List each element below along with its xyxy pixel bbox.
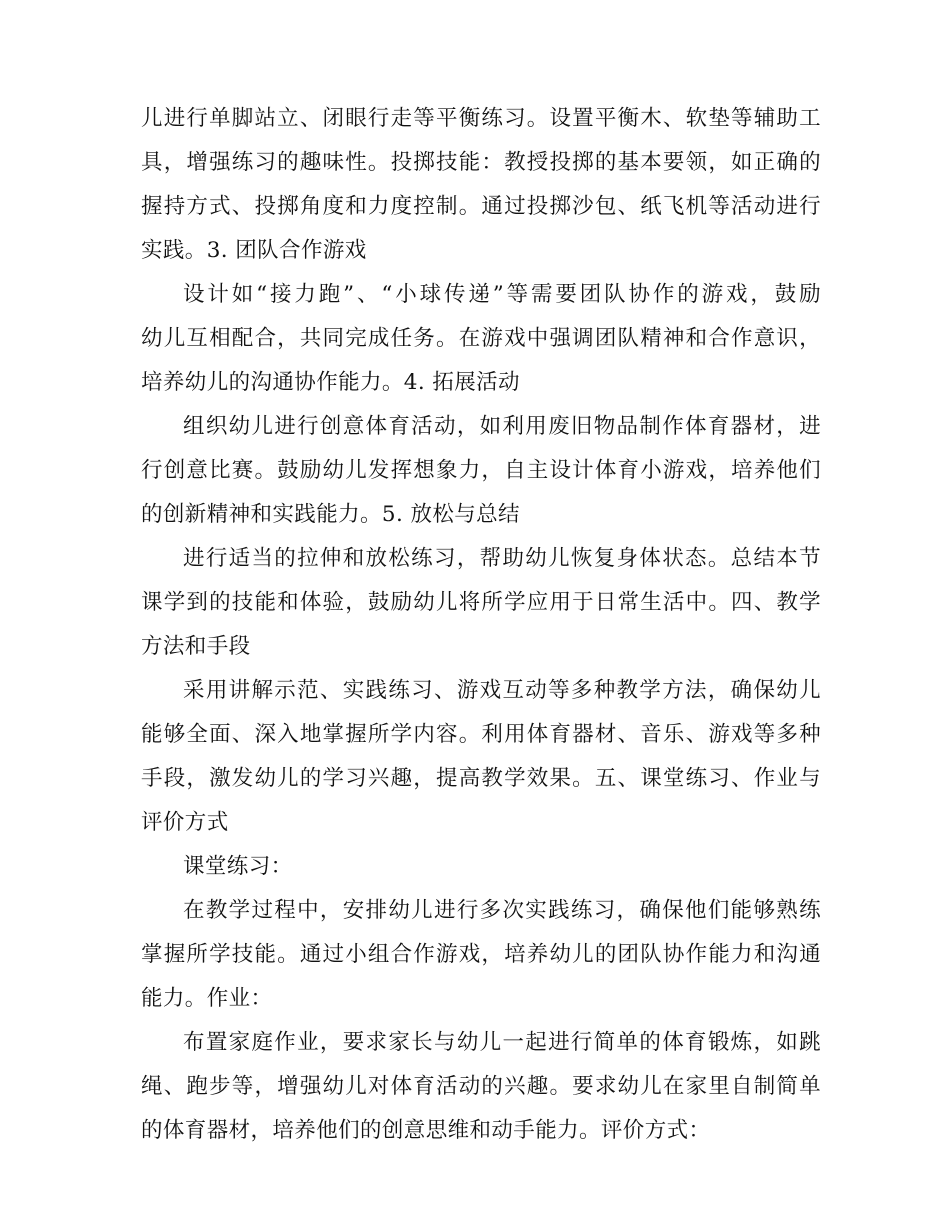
text-line: 实践。3. 团队合作游戏	[141, 238, 367, 263]
text-line: 培养幼儿的沟通协作能力。4. 拓展活动	[141, 370, 520, 395]
text-line: 的体育器材，培养他们的创意思维和动手能力。评价方式：	[141, 1118, 711, 1143]
text-line: 绳、跑步等，增强幼儿对体育活动的兴趣。要求幼儿在家里自制简单	[141, 1074, 821, 1099]
text-line: 在教学过程中，安排幼儿进行多次实践练习，确保他们能够熟练	[183, 898, 821, 923]
text-line: 进行适当的拉伸和放松练习，帮助幼儿恢复身体状态。总结本节	[183, 546, 821, 571]
text-line: 组织幼儿进行创意体育活动，如利用废旧物品制作体育器材，进	[183, 414, 821, 439]
text-line: 设计如“接力跑”、“小球传递”等需要团队协作的游戏，鼓励	[183, 282, 821, 307]
text-line: 行创意比赛。鼓励幼儿发挥想象力，自主设计体育小游戏，培养他们	[141, 458, 821, 483]
text-line: 手段，激发幼儿的学习兴趣，提高教学效果。五、课堂练习、作业与	[141, 766, 821, 791]
text-line: 幼儿互相配合，共同完成任务。在游戏中强调团队精神和合作意识，	[141, 326, 821, 351]
text-line: 握持方式、投掷角度和力度控制。通过投掷沙包、纸飞机等活动进行	[141, 194, 821, 219]
text-line: 的创新精神和实践能力。5. 放松与总结	[141, 502, 520, 527]
text-line: 方法和手段	[141, 634, 251, 659]
text-line: 评价方式	[141, 810, 229, 835]
text-line: 能够全面、深入地掌握所学内容。利用体育器材、音乐、游戏等多种	[141, 722, 821, 747]
text-line: 能力。作业：	[141, 986, 273, 1011]
text-line: 具，增强练习的趣味性。投掷技能：教授投掷的基本要领，如正确的	[141, 150, 821, 175]
text-line: 采用讲解示范、实践练习、游戏互动等多种教学方法，确保幼儿	[183, 678, 821, 703]
text-line: 儿进行单脚站立、闭眼行走等平衡练习。设置平衡木、软垫等辅助工	[141, 106, 821, 131]
text-line: 掌握所学技能。通过小组合作游戏，培养幼儿的团队协作能力和沟通	[141, 942, 821, 967]
text-line: 课堂练习：	[183, 854, 293, 879]
text-line: 布置家庭作业，要求家长与幼儿一起进行简单的体育锻炼，如跳	[183, 1030, 821, 1055]
text-line: 课学到的技能和体验，鼓励幼儿将所学应用于日常生活中。四、教学	[141, 590, 821, 615]
